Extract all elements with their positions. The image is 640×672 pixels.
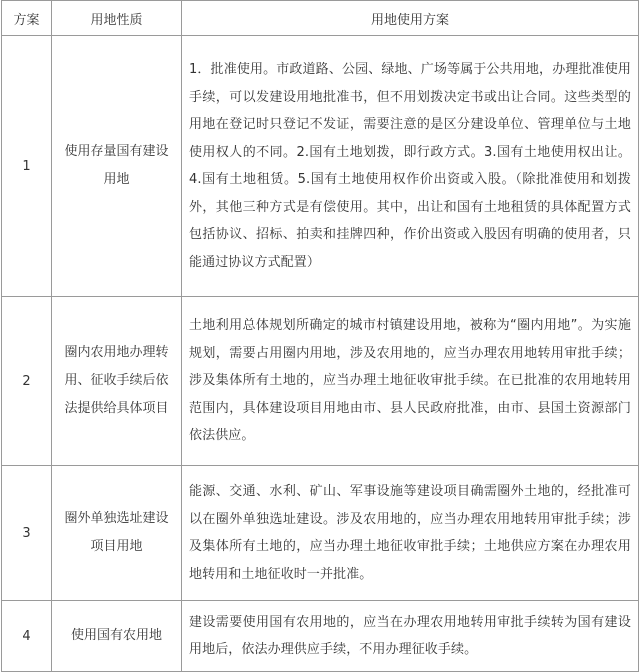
row-land-use-plan: 建设需要使用国有农用地的，应当在办理农用地转用审批手续转为国有建设用地后，依法办理供应手续，不用办理征收手续。 xyxy=(182,601,639,672)
table-header-row xyxy=(2,1,639,36)
header-land-nature: 用地性质 xyxy=(52,1,182,36)
land-use-table xyxy=(1,0,639,672)
row-number: 4 xyxy=(2,601,52,672)
land-nature-text: 圈外单独选址建设项目用地 xyxy=(64,511,169,554)
row-land-nature xyxy=(52,297,182,466)
table-row xyxy=(2,36,639,297)
row-land-nature xyxy=(52,466,182,601)
header-scheme-no: 方案 xyxy=(2,1,52,36)
land-nature-text: 使用国有农用地 xyxy=(70,628,162,643)
row-number: 2 xyxy=(2,297,52,466)
header-land-use-plan: 用地使用方案 xyxy=(182,1,639,36)
row-number: 3 xyxy=(2,466,52,601)
land-nature-text: 圈内农用地办理转用、征收手续后依法提供给具体项目 xyxy=(64,345,169,416)
row-land-use-plan: 1．批准使用。市政道路、公园、绿地、广场等属于公共用地，办理批准使用手续，可以发建设用地批准书，但不用划拨决定书或出让合同。这些类型的用地在登记时只登记不发证，需要注意的是区分建设单位、管理单位与土地使用权人的不同。2.国有土地划拨，即行政方式。3.国有土地使用权出让。4.国有土地租赁。5.国有土地使用权作价出资或入股。（除批准使用和划拨外，其他三种方式是有偿使用。其中，出让和国有土地租赁的具体配置方式包括协议、招标、拍卖和挂牌四种，作价出资或入股因有明确的使用者，只能通过协议方式配置） xyxy=(182,36,639,297)
row-number: 1 xyxy=(2,36,52,297)
table-row xyxy=(2,601,639,672)
row-land-nature xyxy=(52,36,182,297)
table-row xyxy=(2,297,639,466)
row-land-use-plan: 土地利用总体规划所确定的城市村镇建设用地，被称为“圈内用地”。为实施规划，需要占用圈内用地，涉及农用地的，应当办理农用地转用审批手续；涉及集体所有土地的，应当办理土地征收审批手续。在已批准的农用地转用范围内，具体建设项目用地由市、县人民政府批准，由市、县国土资源部门依法供应。 xyxy=(182,297,639,466)
row-land-use-plan: 能源、交通、水利、矿山、军事设施等建设项目确需圈外土地的，经批准可以在圈外单独选址建设。涉及农用地的，应当办理农用地转用审批手续；涉及集体所有土地的，应当办理土地征收审批手续；土地供应方案在办理农用地转用和土地征收时一并批准。 xyxy=(182,466,639,601)
row-land-nature xyxy=(52,601,182,672)
land-nature-text: 使用存量国有建设用地 xyxy=(64,144,169,187)
table-row xyxy=(2,466,639,601)
